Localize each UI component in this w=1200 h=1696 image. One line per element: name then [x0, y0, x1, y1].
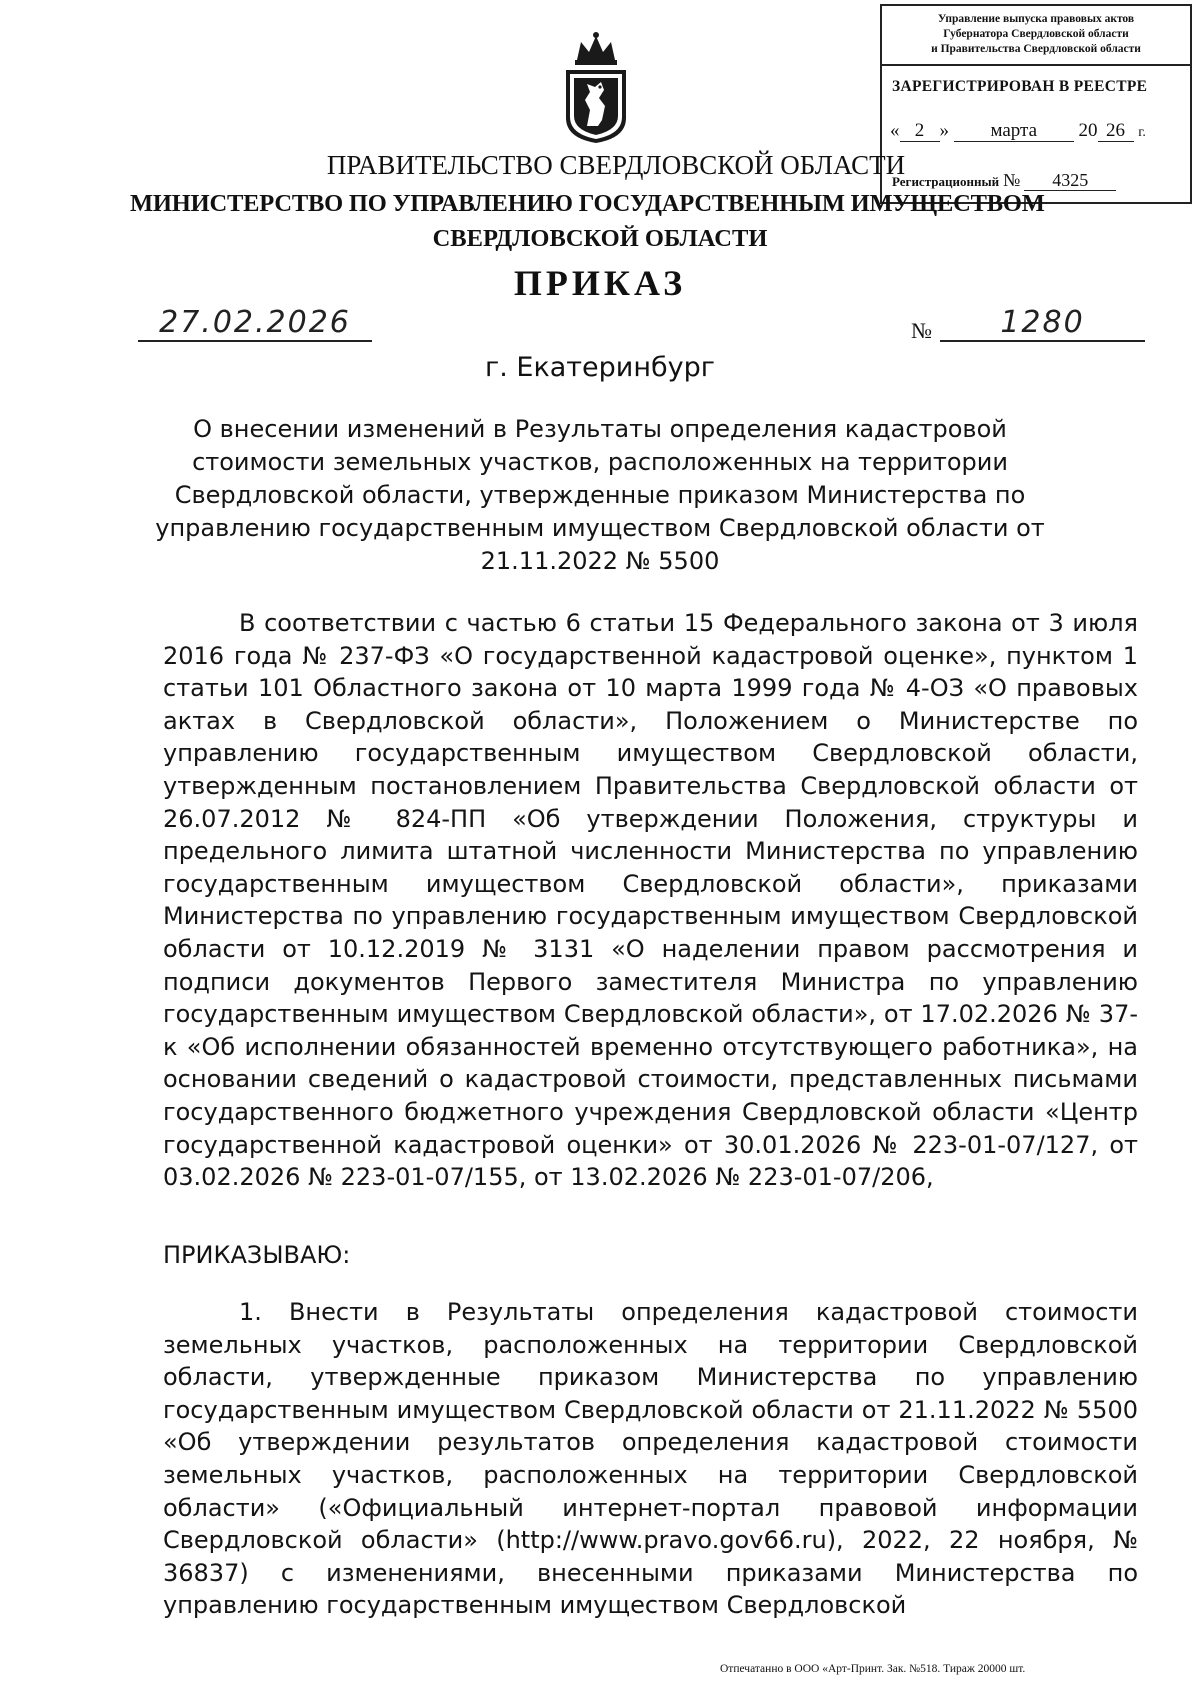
decree-word: ПРИКАЗЫВАЮ: — [163, 1241, 351, 1269]
order-date: 27.02.2026 — [138, 306, 372, 342]
ministry-title-line1: МИНИСТЕРСТВО ПО УПРАВЛЕНИЮ ГОСУДАРСТВЕННЫМ ИМУЩЕСТВОМ — [130, 190, 1045, 217]
basis-paragraph: В соответствии с частью 6 статьи 15 Федерального закона от 3 июля 2016 года № 237-ФЗ «О государственной кадастровой оценке», пунктом 1 статьи 101 Областного закона от 10 марта 1999 года № 4-ОЗ «О правовых актах в Свердловской области», Положением о Министерстве по управлению государственным имуществом Свердловской области, утвержденным постановлением Правительства Свердловской области от 26.07.2012 № 824-ПП «Об утверждении Положения, структуры и предельного лимита штатной численности Министерства по управлению государственным имуществом Свердловской области», приказами Министерства по управлению государственным имуществом Свердловской области от 10.12.2019 № 3131 «О наделении правом рассмотрения и подписи документов Первого заместителя Министра по управлению государственным имуществом Свердловской области», от 17.02.2026 № 37-к «Об исполнении обязанностей временно отсутствующего работника», на основании сведений о кадастровой стоимости, представленных письмами государственного бюджетного учреждения Свердловской области «Центр государственной кадастровой оценки» от 30.01.2026 № 223-01-07/127, от 03.02.2026 № 223-01-07/155, от 13.02.2026 № 223-01-07/206, — [163, 609, 1138, 1192]
stamp-year-prefix: 20 — [1078, 120, 1098, 141]
stamp-org-line: Губернатора Свердловской области — [943, 28, 1129, 40]
stamp-org-line: Управление выпуска правовых актов — [937, 13, 1135, 25]
stamp-organization — [882, 12, 1190, 57]
stamp-date: « 2 » марта 20 26 г. — [890, 120, 1146, 141]
stamp-month: марта — [954, 121, 1074, 142]
stamp-day: 2 — [900, 121, 940, 142]
order-subject: О внесении изменений в Результаты определения кадастровой стоимости земельных участков, расположенных на территории Свердловской области, утвержденные приказом Министерства по управлению государственным имуществом Свердловской области от 21.11.2022 № 5500 — [155, 415, 1045, 575]
stamp-reg-number: 4325 — [1024, 170, 1116, 191]
government-title: ПРАВИТЕЛЬСТВО СВЕРДЛОВСКОЙ ОБЛАСТИ — [326, 150, 906, 180]
stamp-org-line: и Правительства Свердловской области — [931, 43, 1141, 55]
number-sign: № — [911, 318, 932, 343]
stamp-year-mark: г. — [1138, 125, 1146, 140]
stamp-reg-sign: № — [1003, 170, 1021, 190]
document-type: ПРИКАЗ — [513, 263, 687, 303]
city: г. Екатеринбург — [485, 352, 715, 383]
item-1-paragraph: 1. Внести в Результаты определения кадастровой стоимости земельных участков, расположенных на территории Свердловской области, утвержденные приказом Министерства по управлению государственным имуществом Свердловской области от 21.11.2022 № 5500 «Об утверждении результатов определения кадастровой стоимости земельных участков, расположенных на территории Свердловской области» («Официальный интернет-портал правовой информации Свердловской области» (http://www.pravo.gov66.ru), 2022, 22 ноября, № 36837) с изменениями, внесенными приказами Министерства по управлению государственным имуществом Свердловской — [163, 1298, 1138, 1620]
order-number: 1280 — [940, 306, 1145, 342]
coat-of-arms-icon — [563, 30, 629, 145]
print-footer: Отпечатанно в ООО «Арт-Принт. Зак. №518. Тираж 20000 шт. — [720, 1663, 1026, 1675]
ministry-title-line2: СВЕРДЛОВСКОЙ ОБЛАСТИ — [432, 225, 768, 252]
stamp-year-suffix: 26 — [1098, 121, 1134, 142]
stamp-divider — [882, 64, 1190, 66]
stamp-title: ЗАРЕГИСТРИРОВАН В РЕЕСТРЕ — [892, 78, 1148, 95]
stamp-reg-label: Регистрационный — [892, 174, 1000, 189]
